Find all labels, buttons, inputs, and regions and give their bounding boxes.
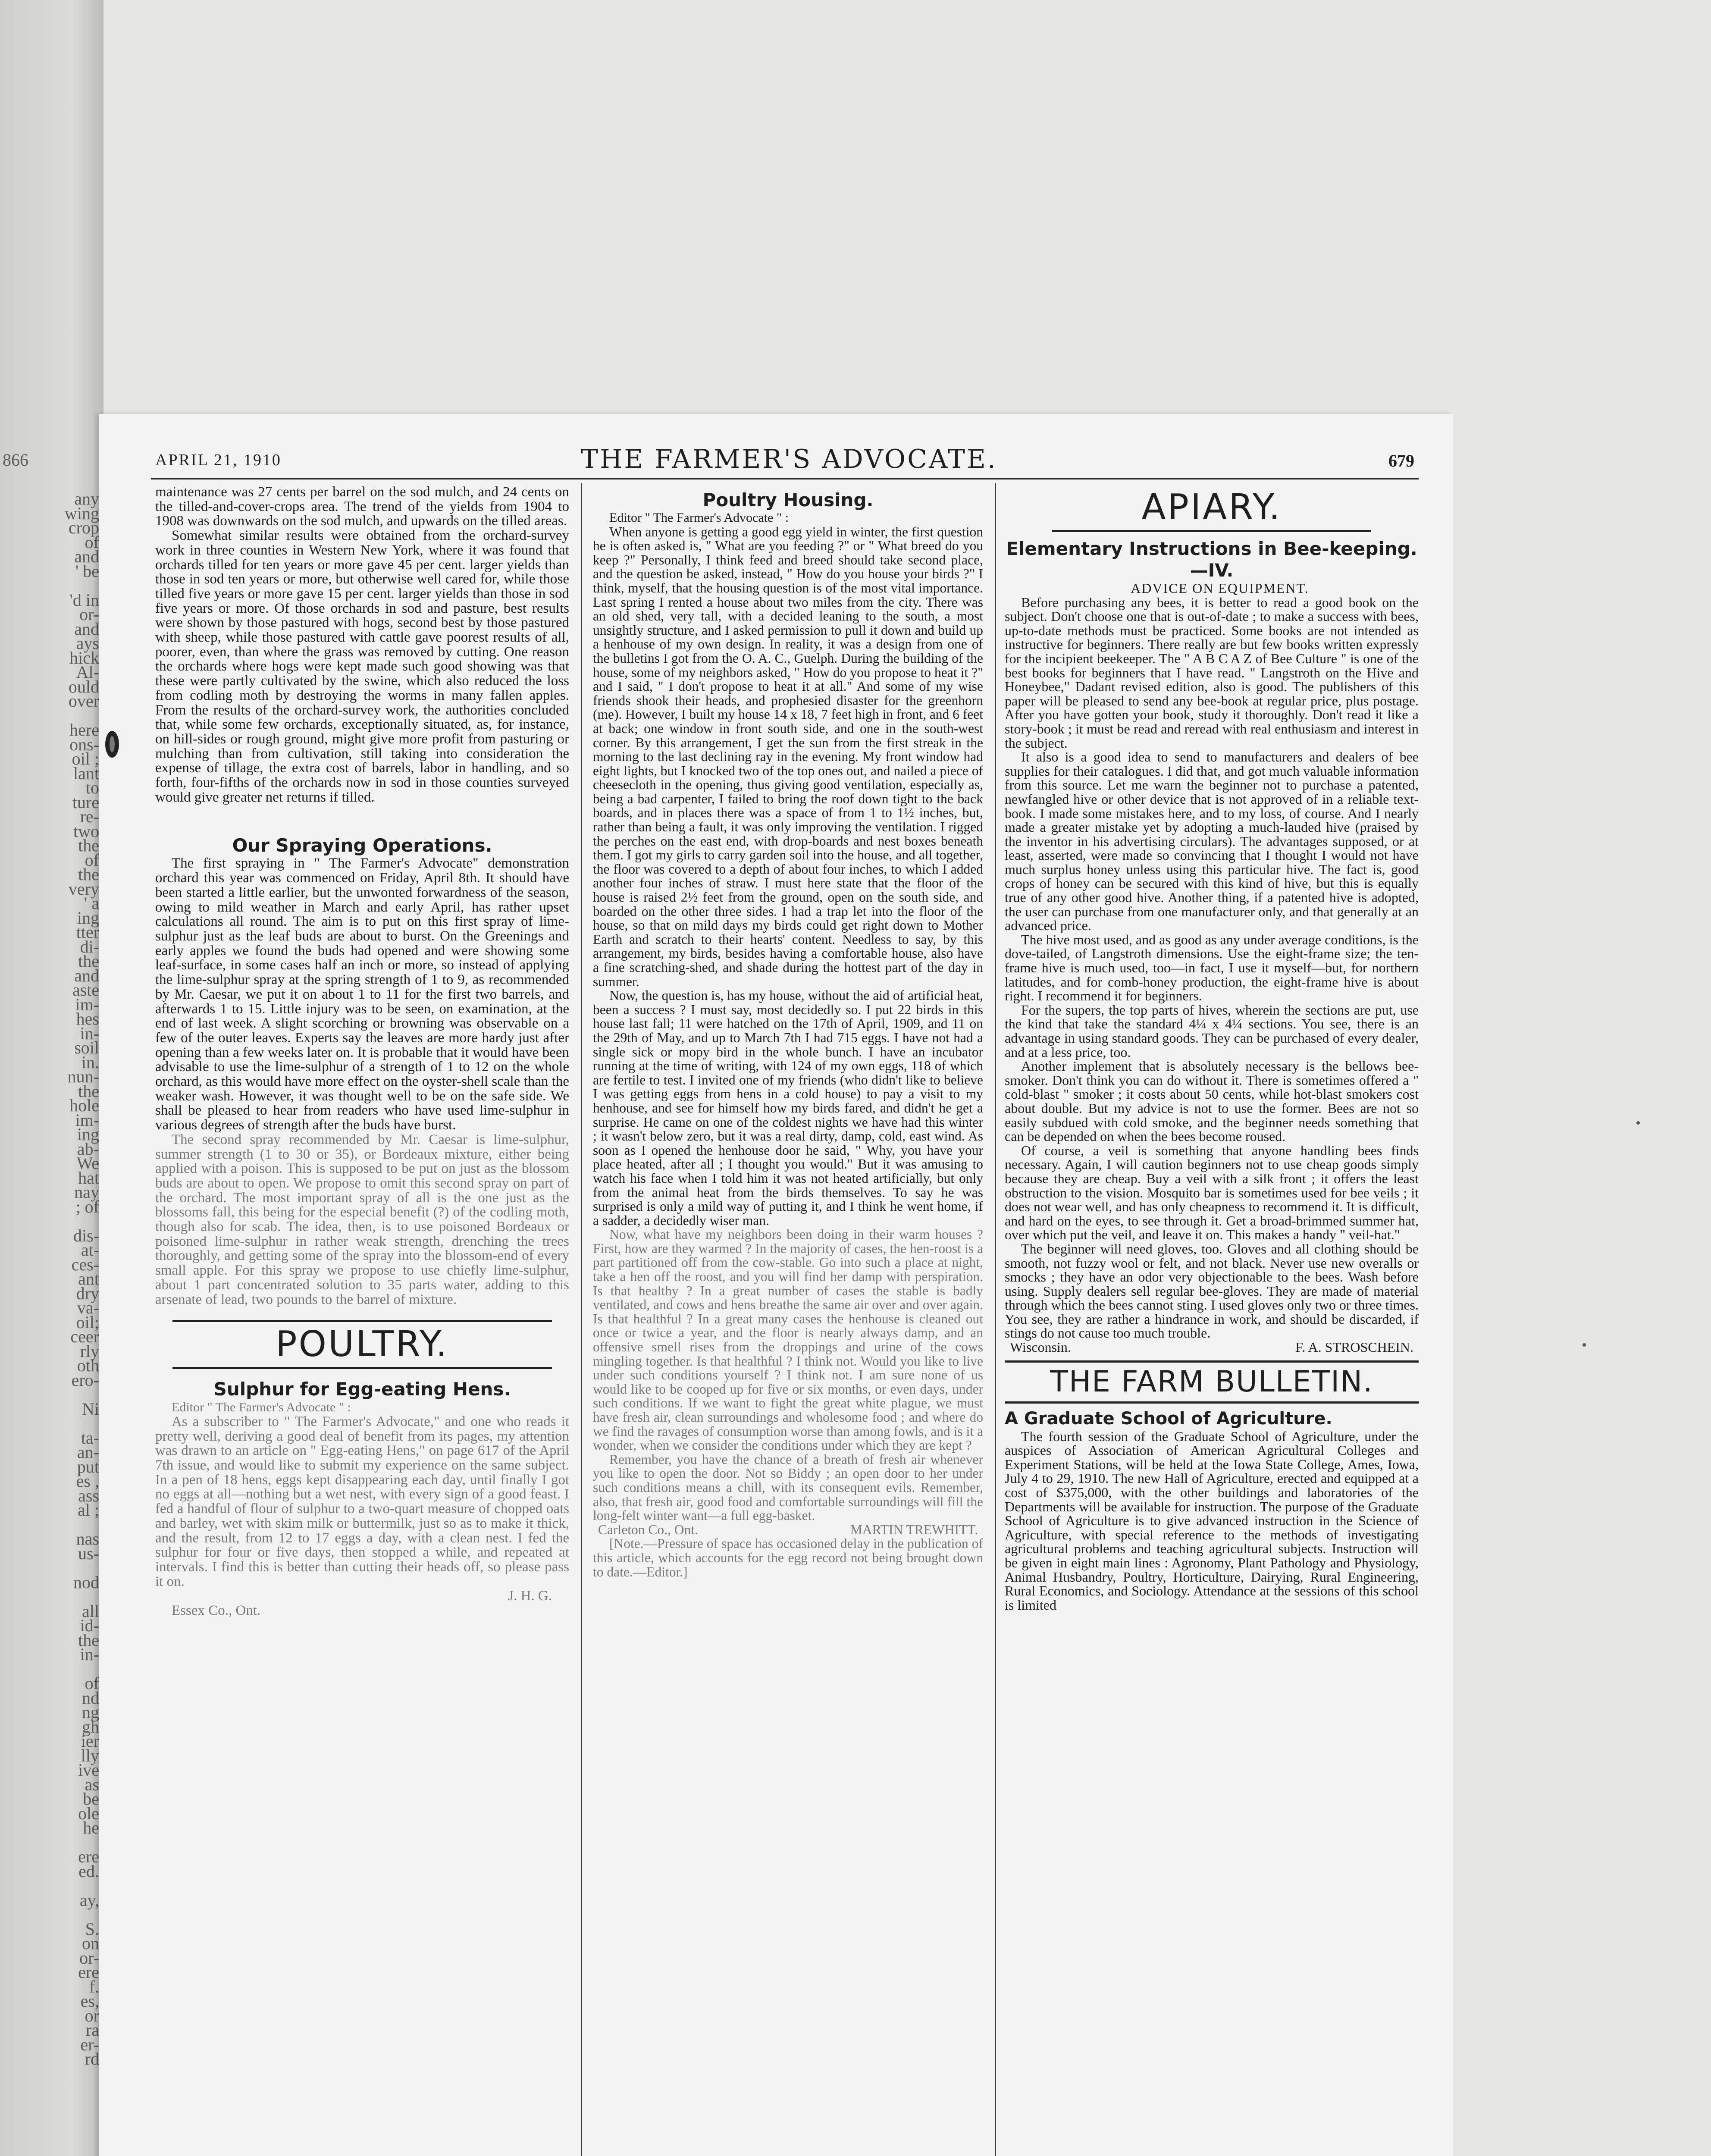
signature-name: F. A. STROSCHEIN. [1295, 1339, 1413, 1355]
previous-page-edge [0, 0, 99, 2156]
edge-text-fragment: ero- [71, 1370, 99, 1390]
edge-text-fragment: the [78, 836, 99, 855]
edge-text-fragment: gh [82, 1717, 99, 1736]
edge-text-fragment: tter [76, 922, 99, 942]
edge-text-fragment: in- [80, 1645, 99, 1664]
edge-text-fragment: ier [81, 1731, 99, 1751]
orchard-article-paragraph: Somewhat similar results were obtained from the orchard-survey work in three counties in Western New York, where it was found that orchards tilled for ten years or more gave 45 per cent. larger yields than those in sod ten years or more, but otherwise well cared for, while those tilled five years or more gave 15 per cent. larger yields than those in sod five years or more. Of those orchards in sod and pasture, best results were shown by those pastured with hogs, second best by those pastured with sheep, while those pastured with cattle gave poorest results of all, poorer, even, than where the grass was removed by cutting. One reason the orchards where hogs were kept made such good showing was that these were partly cultivated by the swine, which also reduced the loss from codling moth by destroying the worms in many fallen apples. From the results of the orchard-survey work, the authorities concluded that, while some few orchards, exceptionally situated, as, for instance, on hill-sides or rough ground, might give more profit from pasturing or mulching than from cultivation, still taking into consideration the expense of tillage, the extra cost of barrels, labor in handling, and so forth, four-fifths of the orchards now in sod in those counties surveyed would give greater net returns if tilled. [155, 528, 569, 805]
edge-text-fragment: Ni [82, 1399, 99, 1419]
article-signature [1005, 1340, 1419, 1354]
edge-text-fragment: We [76, 1153, 99, 1173]
edge-text-fragment: of [85, 850, 99, 870]
edge-text-fragment: hat [78, 1168, 99, 1188]
edge-text-fragment: ta- [81, 1428, 99, 1448]
edge-text-fragment: ed. [78, 1861, 99, 1881]
signature-location: Wisconsin. [1010, 1339, 1071, 1355]
edge-text-fragment: 'd in [69, 590, 99, 610]
edge-text-fragment: f. [89, 1977, 99, 1996]
edge-text-fragment: in- [80, 1023, 99, 1043]
beekeeping-paragraph: The beginner will need gloves, too. Gloves and all clothing should be smooth, not fuzzy wool or felt, and not black. Never use new overalls or smocks ; they have an odor very objectionable to the bees. Wash before using. Supply dealers sell regular bee-gloves. They are made of material through which the bees cannot sting. I used gloves only two or three times. You see, they are rather a hindrance in work, and should be discarded, if stings do not cause too much trouble. [1005, 1241, 1419, 1341]
edge-text-fragment: er- [80, 2034, 99, 2054]
edge-text-fragment: nay [74, 1182, 99, 1202]
edge-text-fragment: nod [73, 1572, 99, 1592]
edge-text-fragment: ole [78, 1803, 99, 1823]
edge-text-fragment: Al- [76, 662, 99, 682]
edge-text-fragment: hes [76, 1009, 99, 1028]
edge-text-fragment: oth [77, 1356, 99, 1375]
edge-text-fragment: ture [72, 792, 99, 812]
letter-initials: J. H. G. [508, 1588, 552, 1604]
column-divider-1 [581, 483, 582, 2156]
edge-text-fragment: rd [85, 2049, 99, 2068]
beekeeping-article-heading: Elementary Instructions in Bee-keeping.—IV. [1006, 538, 1417, 581]
letter-location: Essex Co., Ont. [172, 1603, 261, 1619]
letter-salutation: Editor " The Farmer's Advocate " : [609, 511, 789, 525]
edge-text-fragment: or- [79, 605, 99, 624]
edge-text-fragment: nun- [67, 1067, 99, 1086]
edge-text-fragment: ons- [69, 734, 99, 754]
edge-text-fragment: wing [65, 503, 99, 523]
edge-text-fragment: or [85, 2006, 99, 2025]
spraying-article-paragraph: The first spraying in " The Farmer's Advocate" demonstration orchard this year was commenced on Friday, April 8th. It should have been started a little earlier, but the unwonted forwardness of the season, owing to mild weather in March and early April, has rather upset calculations all round. The aim is to put on this first spray of lime-sulphur just as the leaf buds are about to burst. On the Greenings and early apples we found the buds had opened and were showing some leaf-surface, in some cases half an inch or more, so instead of applying the lime-sulphur spray at the spring strength of 1 to 9, as recommended by Mr. Caesar, we put it on about 1 to 11 for the first two barrels, and afterwards 1 to 15. Little injury was to be seen, on examination, at the end of last week. A slight scorching or browning was observable on a few of the outer leaves. Experts say the leaves are more hardy just after opening than a few weeks later on. It is probable that it would have been advisable to use the lime-sulphur of a strength of 1 to 12 on the whole orchard, as this would have more effect on the oyster-shell scale than the weaker wash. However, it was thought well to be on the safe side. We shall be pleased to hear from readers who have used lime-sulphur in various degrees of strength after the buds have burst. [155, 856, 569, 1133]
edge-text-fragment: all [82, 1601, 99, 1621]
masthead-title: THE FARMER'S ADVOCATE. [581, 444, 997, 474]
apiary-section-header: APIARY. [1052, 485, 1371, 532]
edge-text-fragment: crop [68, 518, 99, 537]
poultry-section-header: POULTRY. [172, 1320, 552, 1369]
edge-text-fragment: any [74, 489, 99, 508]
edge-text-fragment: ive [78, 1760, 99, 1780]
edge-text-fragment: S. [85, 1919, 99, 1939]
beekeeping-paragraph: The hive most used, and as good as any under average conditions, is the dove-tailed, of Langstroth dimensions. Use the eight-frame size; the ten-frame hive is much used, too—in fact, I use it myself—but, for northern latitudes, and for comb-honey production, the eight-frame hive is about right. I recommend it for beginners. [1005, 931, 1419, 1004]
edge-text-fragment: dry [76, 1283, 99, 1303]
edge-text-fragment: di- [80, 937, 99, 956]
edge-text-fragment: al ; [78, 1500, 99, 1520]
edge-text-fragment: lant [73, 763, 99, 783]
edge-text-fragment: id- [80, 1616, 99, 1635]
column-right [1005, 485, 1419, 1612]
edge-text-fragment: nas [76, 1529, 99, 1548]
edge-text-fragment: ng [82, 1702, 99, 1722]
edge-text-fragment: of [85, 1673, 99, 1693]
beekeeping-paragraph: It also is a good idea to send to manufacturers and dealers of bee supplies for their catalogues. I did that, and got much valuable information from this source. Let me warn the beginner not to purchase a patented, newfangled hive or other device that is not approved of in a reliable text-book. I made some mistakes here, and to my loss, of course. And I nearly made a greater mistake yet by adopting a much-lauded hive (praised by the inventor in his advertising circulars). The advantages supposed, or at least, asserted, were made so convincing that I thought I would not have much surplus honey unless using this particular hive. The fact is, good crops of honey can be secured with this kind of hive, but this is equally true of any other good hive. Another thing, if a patented hive is adopted, the user can purchase from one manufacturer only, and that generally at an advanced price. [1005, 749, 1419, 934]
beekeeping-paragraph: Before purchasing any bees, it is better to read a good book on the subject. Don't choose one that is out-of-date ; to make a success with bees, up-to-date methods must be practiced. Some books are not intended as instructive for beginners. There really are but few books written expressly for the incipient beekeeper. The " A B C A Z of Bee Culture " is one of the best books for beginners that I have read. " Langstroth on the Hive and Honeybee," Dadant revised edition, also is good. The publishers of this paper will be pleased to send any bee-book at regular price, plus postage. After you have gotten your book, study it thoroughly. Don't read it like a story-book ; it must be read and reread with real enthusiasm and interest in the subject. [1005, 594, 1419, 751]
edge-text-fragment: put [77, 1457, 99, 1476]
edge-text-fragment: and [74, 547, 99, 566]
edge-text-fragment: ; of [75, 1197, 99, 1216]
edge-text-fragment: in. [81, 1052, 99, 1072]
poultry-housing-paragraph: Now, the question is, has my house, without the aid of artificial heat, been a success ? I must say, most decidedly so. I put 22 birds in this house last fall; 11 were hatched on the 17th of April, 1909, and 11 on the 29th of May, and up to March 7th I had 715 eggs. I have not had a single sick or mopy bird in the whole bunch. I have an incubator running at the time of writing, with 124 of my own eggs, 118 of which are fertile to test. I invited one of my friends (who didn't like to believe I was getting eggs from hens in a cold house) to pay a visit to my henhouse, and see for himself how my birds fared, and didn't he get a surprise. He came on one of the coldest nights we have had this winter ; it wasn't below zero, but it was a real dirty, damp, cold, east wind. As soon as I opened the henhouse door he said, " Why, you have your place heated, after all ; I thought you would." But it was amusing to watch his face when I told him it was not heated artificially, but only from the animal heat from the birds themselves. To say he was surprised is only a mild way of putting it, and I think he went home, if a sadder, a decidedly wiser man. [593, 988, 983, 1228]
edge-text-fragment: as [85, 1774, 99, 1794]
edge-text-fragment: us- [78, 1543, 99, 1563]
edge-text-fragment: ere [78, 1847, 99, 1866]
editor-note: [Note.—Pressure of space has occasioned delay in the publication of this article, which accounts for the egg record not being brought down to date.—Editor.] [593, 1536, 983, 1579]
edge-text-fragment: ass [78, 1485, 99, 1505]
edge-text-fragment: ing [77, 908, 99, 928]
sulphur-article-heading: Sulphur for Egg-eating Hens. [213, 1379, 511, 1400]
edge-text-fragment: hick [69, 648, 99, 667]
edge-text-fragment: he [83, 1818, 99, 1837]
edge-text-fragment: and [74, 619, 99, 639]
edge-text-fragment: on [82, 1934, 99, 1953]
letter-salutation: Editor " The Farmer's Advocate " : [172, 1400, 351, 1415]
orchard-article-intro: maintenance was 27 cents per barrel on the sod mulch, and 24 cents on the tilled-and-cover-crops area. The trend of the yields from 1904 to 1908 was downwards on the sod mulch, and upwards on the tilled areas. [155, 484, 569, 529]
edge-text-fragment: the [78, 951, 99, 971]
beekeeping-paragraph: For the supers, the top parts of hives, wherein the sections are put, use the kind that take the standard 4¼ x 4¼ sections. You see, there is an advantage in using standard goods. They can be purchased of every dealer, and at a less price, too. [1005, 1002, 1419, 1060]
spraying-article-heading: Our Spraying Operations. [232, 835, 492, 856]
edge-text-fragment: ra [85, 2020, 99, 2040]
edge-text-fragment: here [69, 720, 99, 740]
edge-text-fragment: im- [75, 994, 99, 1014]
edge-text-fragment: ' be [75, 561, 99, 581]
page-clip-icon [105, 731, 119, 758]
edge-text-fragment: im- [75, 1110, 99, 1130]
beekeeping-paragraph: Of course, a veil is something that anyone handling bees finds necessary. Again, I will caution beginners not to use cheap goods simply because they are cheap. Buy a veil with a silk front ; it offers the least obstruction to the vision. Mosquito bar is sometimes used for bee veils ; it does not wear well, and has only cheapness to recommend it. It is difficult, and hard on the eyes, to see through it. Get a broad-brimmed summer hat, over which put the veil, and leave it on. This makes a handy " veil-hat." [1005, 1142, 1419, 1243]
graduate-school-paragraph: The fourth session of the Graduate School of Agriculture, under the auspices of Association of American Agricultural Colleges and Experiment Stations, will be held at the Iowa State College, Ames, Iowa, July 4 to 29, 1910. The new Hall of Agriculture, erected and equipped at a cost of $375,000, with the other buildings and laboratories of the Departments will be available for instruction. The purpose of the Graduate School of Agriculture is to give advanced instruction in the Science of Agriculture, with special reference to the methods of investigating agricultural problems and teaching agricultural subjects. Instruction will be given in eight main lines : Agronomy, Plant Pathology and Physiology, Animal Husbandry, Poultry, Horticulture, Dairying, Rural Engineering, Rural Economics, and Sociology. Attendance at the sessions of this school is limited [1005, 1428, 1419, 1613]
edge-text-fragment: of [85, 532, 99, 552]
poultry-housing-heading: Poultry Housing. [702, 489, 874, 511]
edge-text-fragment: ay, [79, 1890, 99, 1910]
edge-text-fragment: ces- [71, 1254, 99, 1274]
edge-text-fragment: the [78, 1081, 99, 1101]
edge-text-fragment: lly [81, 1745, 99, 1765]
edge-text-fragment: nd [82, 1688, 99, 1708]
edge-text-fragment: oil; [76, 1312, 99, 1332]
edge-text-fragment: ant [78, 1269, 99, 1288]
edge-text-fragment: the [78, 1630, 99, 1650]
graduate-school-heading: A Graduate School of Agriculture. [1005, 1408, 1332, 1429]
edge-text-fragment: aste [72, 980, 99, 1000]
poultry-housing-paragraph: When anyone is getting a good egg yield in winter, the first question he is often asked is, " What are you feeding ?" or " What breed do you keep ?" Personally, I think feed and breed should take second place, and the question be asked, instead, " How do you house your birds ?" I think, myself, that the housing question is of the most vital importance. Last spring I rented a house about two miles from the city. There was an old shed, very tall, with a decided leaning to the south, a most unsightly structure, and I asked permission to pull it down and build up a henhouse of my own design. In reality, it was a design from one of the bulletins I got from the O. A. C., Guelph. During the building of the house, some of my neighbors asked, " How do you propose to heat it ?" and I said, " I don't propose to heat it at all." And some of my wise friends shook their heads, and prophesied disaster for the greenhorn (me). However, I built my house 14 x 18, 7 feet high in front, and 6 feet at back; one window in front south side, and one in the south-west corner. By this arrangement, I get the sun from the first streak in the morning to the last declining ray in the evening. My front window had eight lights, but I knocked two of the top ones out, and nailed a piece of cheesecloth in the opening, thus giving good ventilation, especially as, being a bad carpenter, I failed to bring the roof down tight to the back boards, and in places there was a space of from 1 to 1½ inches, but, rather than being a fault, it was only improving the ventilation. I rigged the perches on the east end, with drop-boards and nest boxes beneath them. I got my girls to carry garden soil into the house, and all together, the floor was covered to a depth of about four inches, to which I added another four inches of straw. I must here state that the floor of the house is raised 2½ feet from the ground, open on the south side, and boarded on the other three sides. I had a trap let into the floor of the house, so that on mild days my birds could get right down to Mother Earth and scratch to their hearts' content. Needless to say, by this arrangement, my birds, besides having a comfortable house, also have a fine scratching-shed, and shade during the hottest part of the day in summer. [593, 524, 984, 989]
speck-mark [1583, 1343, 1586, 1347]
sulphur-article-paragraph: As a subscriber to " The Farmer's Advocate," and one who reads it pretty well, deriving a good deal of benefit from its pages, my attention was drawn to an article on " Egg-eating Hens," on page 617 of the April 7th issue, and would like to submit my experience on the same subject. In a pen of 18 hens, eggs kept disappearing each day, until finally I got no eggs at all—nothing but a wet nest, with every sign of a good feast. I fed a handful of flour of sulphur to a two-quart measure of chopped oats and barley, wet with skim milk or buttermilk, just so as to make it thick, and the result, from 12 to 17 eggs a day, with a clean nest. I fed the sulphur for four or five days, then stopped a while, and repeated at intervals. I find this is better than cutting their heads off, so please pass it on. [155, 1413, 569, 1589]
poultry-housing-paragraph: Remember, you have the chance of a breath of fresh air whenever you like to open the door. Not so Biddy ; an open door to her under such conditions means a chill, with its consequent evils. Remember, also, that fresh air, good food and comfortable surroundings will fill the long-felt winter want—a full egg-basket. [593, 1451, 983, 1523]
edge-text-fragment: es , [76, 1471, 99, 1491]
edge-text-fragment: an- [77, 1442, 99, 1462]
edge-text-fragment: ould [68, 677, 99, 696]
edge-text-fragment: rly [80, 1341, 99, 1361]
edge-text-fragment: or- [79, 1948, 99, 1968]
spraying-article-paragraph: The second spray recommended by Mr. Caesar is lime-sulphur, summer strength (1 to 30 or 35), or Bordeaux mixture, either being applied with a poison. This is supposed to be put on just as the blossom buds are about to open. We propose to omit this second spray on part of the orchard. The most important spray of all is the one just as the blossoms fall, this being for the especial benefit (?) of the codling moth, though also for scab. The idea, then, is to use poisoned Bordeaux or poisoned lime-sulphur in rather weak strength, drenching the trees thoroughly, and getting some of the spray into the blossom-end of every small apple. For this spray we propose to use chiefly lime-sulphur, about 1 part concentrated solution to 35 parts water, adding to this arsenate of lead, two pounds to the barrel of mixture. [155, 1131, 569, 1307]
header-rule [151, 478, 1419, 479]
edge-text-fragment: ing [77, 1125, 99, 1144]
edge-text-fragment: very [68, 879, 99, 899]
edge-text-fragment: ' a [84, 893, 99, 913]
column-left [155, 485, 569, 1618]
edge-text-fragment: hole [69, 1096, 99, 1115]
beekeeping-subheading: ADVICE ON EQUIPMENT. [1131, 580, 1309, 596]
edge-text-fragment: and [74, 965, 99, 985]
edge-text-fragment: over [68, 691, 99, 711]
previous-page-number: 866 [3, 450, 28, 470]
edge-text-fragment: re- [80, 807, 99, 826]
farm-bulletin-section-header: THE FARM BULLETIN. [1005, 1360, 1419, 1404]
edge-text-fragment: be [83, 1789, 99, 1808]
edge-text-fragment: soil [74, 1038, 99, 1057]
beekeeping-paragraph: Another implement that is absolutely necessary is the bellows bee-smoker. Don't think you can do without it. There is sometimes offered a " cold-blast " smoker ; it costs about 50 cents, while hot-blast smokers cost about double. But my advice is not to use the former. Bees are not so easily subdued with cold smoke, and the beginner needs something that can be depended on when the bees become roused. [1005, 1058, 1419, 1144]
column-middle [593, 489, 983, 1579]
issue-date: APRIL 21, 1910 [155, 451, 282, 469]
speck-mark [1636, 1121, 1640, 1125]
edge-text-fragment: dis- [73, 1225, 99, 1245]
edge-text-fragment: ays [76, 633, 99, 653]
edge-text-fragment: two [73, 821, 99, 841]
edge-text-fragment: at- [81, 1240, 99, 1260]
edge-text-fragment: to [85, 778, 99, 797]
signature-name: MARTIN TREWHITT. [850, 1522, 978, 1537]
page-number: 679 [1388, 451, 1414, 470]
signature-location: Carleton Co., Ont. [598, 1522, 698, 1537]
edge-text-fragment: ceer [70, 1327, 99, 1346]
edge-text-fragment: the [78, 865, 99, 884]
column-divider-2 [995, 483, 996, 2156]
letter-signature [593, 1523, 983, 1537]
edge-text-fragment: ab- [77, 1139, 99, 1159]
edge-text-fragment: va- [77, 1298, 99, 1317]
poultry-housing-paragraph: Now, what have my neighbors been doing in their warm houses ? First, how are they warmed ? In the majority of cases, the hen-roost is a part partitioned off from the cow-stable. Go into such a place at night, take a hen off the roost, and you will find her damp with perspiration. Is that healthy ? In a great number of cases the stable is badly ventilated, and cows and hens breathe the same air over and over again. Is that healthful ? In a great many cases the henhouse is cleaned out once or twice a year, and the floor is nearly always damp, and an offensive smell rises from the droppings and urine of the cows mingling together. Is that healthful ? I think not. Would you like to live under such conditions yourself ? I think not. I am sure none of us would like to be cooped up for five or six months, or even days, under such conditions. If we want to fight the great white plague, we must have fresh air, clean surroundings and wholesome food ; and where do we find the ravages of consumption worse than among fowls, and is it a wonder, when we consider the conditions under which they are kept ? [593, 1227, 983, 1453]
edge-text-fragment: ere [78, 1962, 99, 1982]
edge-text-fragment: es, [80, 1991, 99, 2011]
edge-text-fragment: oil ; [72, 749, 99, 768]
